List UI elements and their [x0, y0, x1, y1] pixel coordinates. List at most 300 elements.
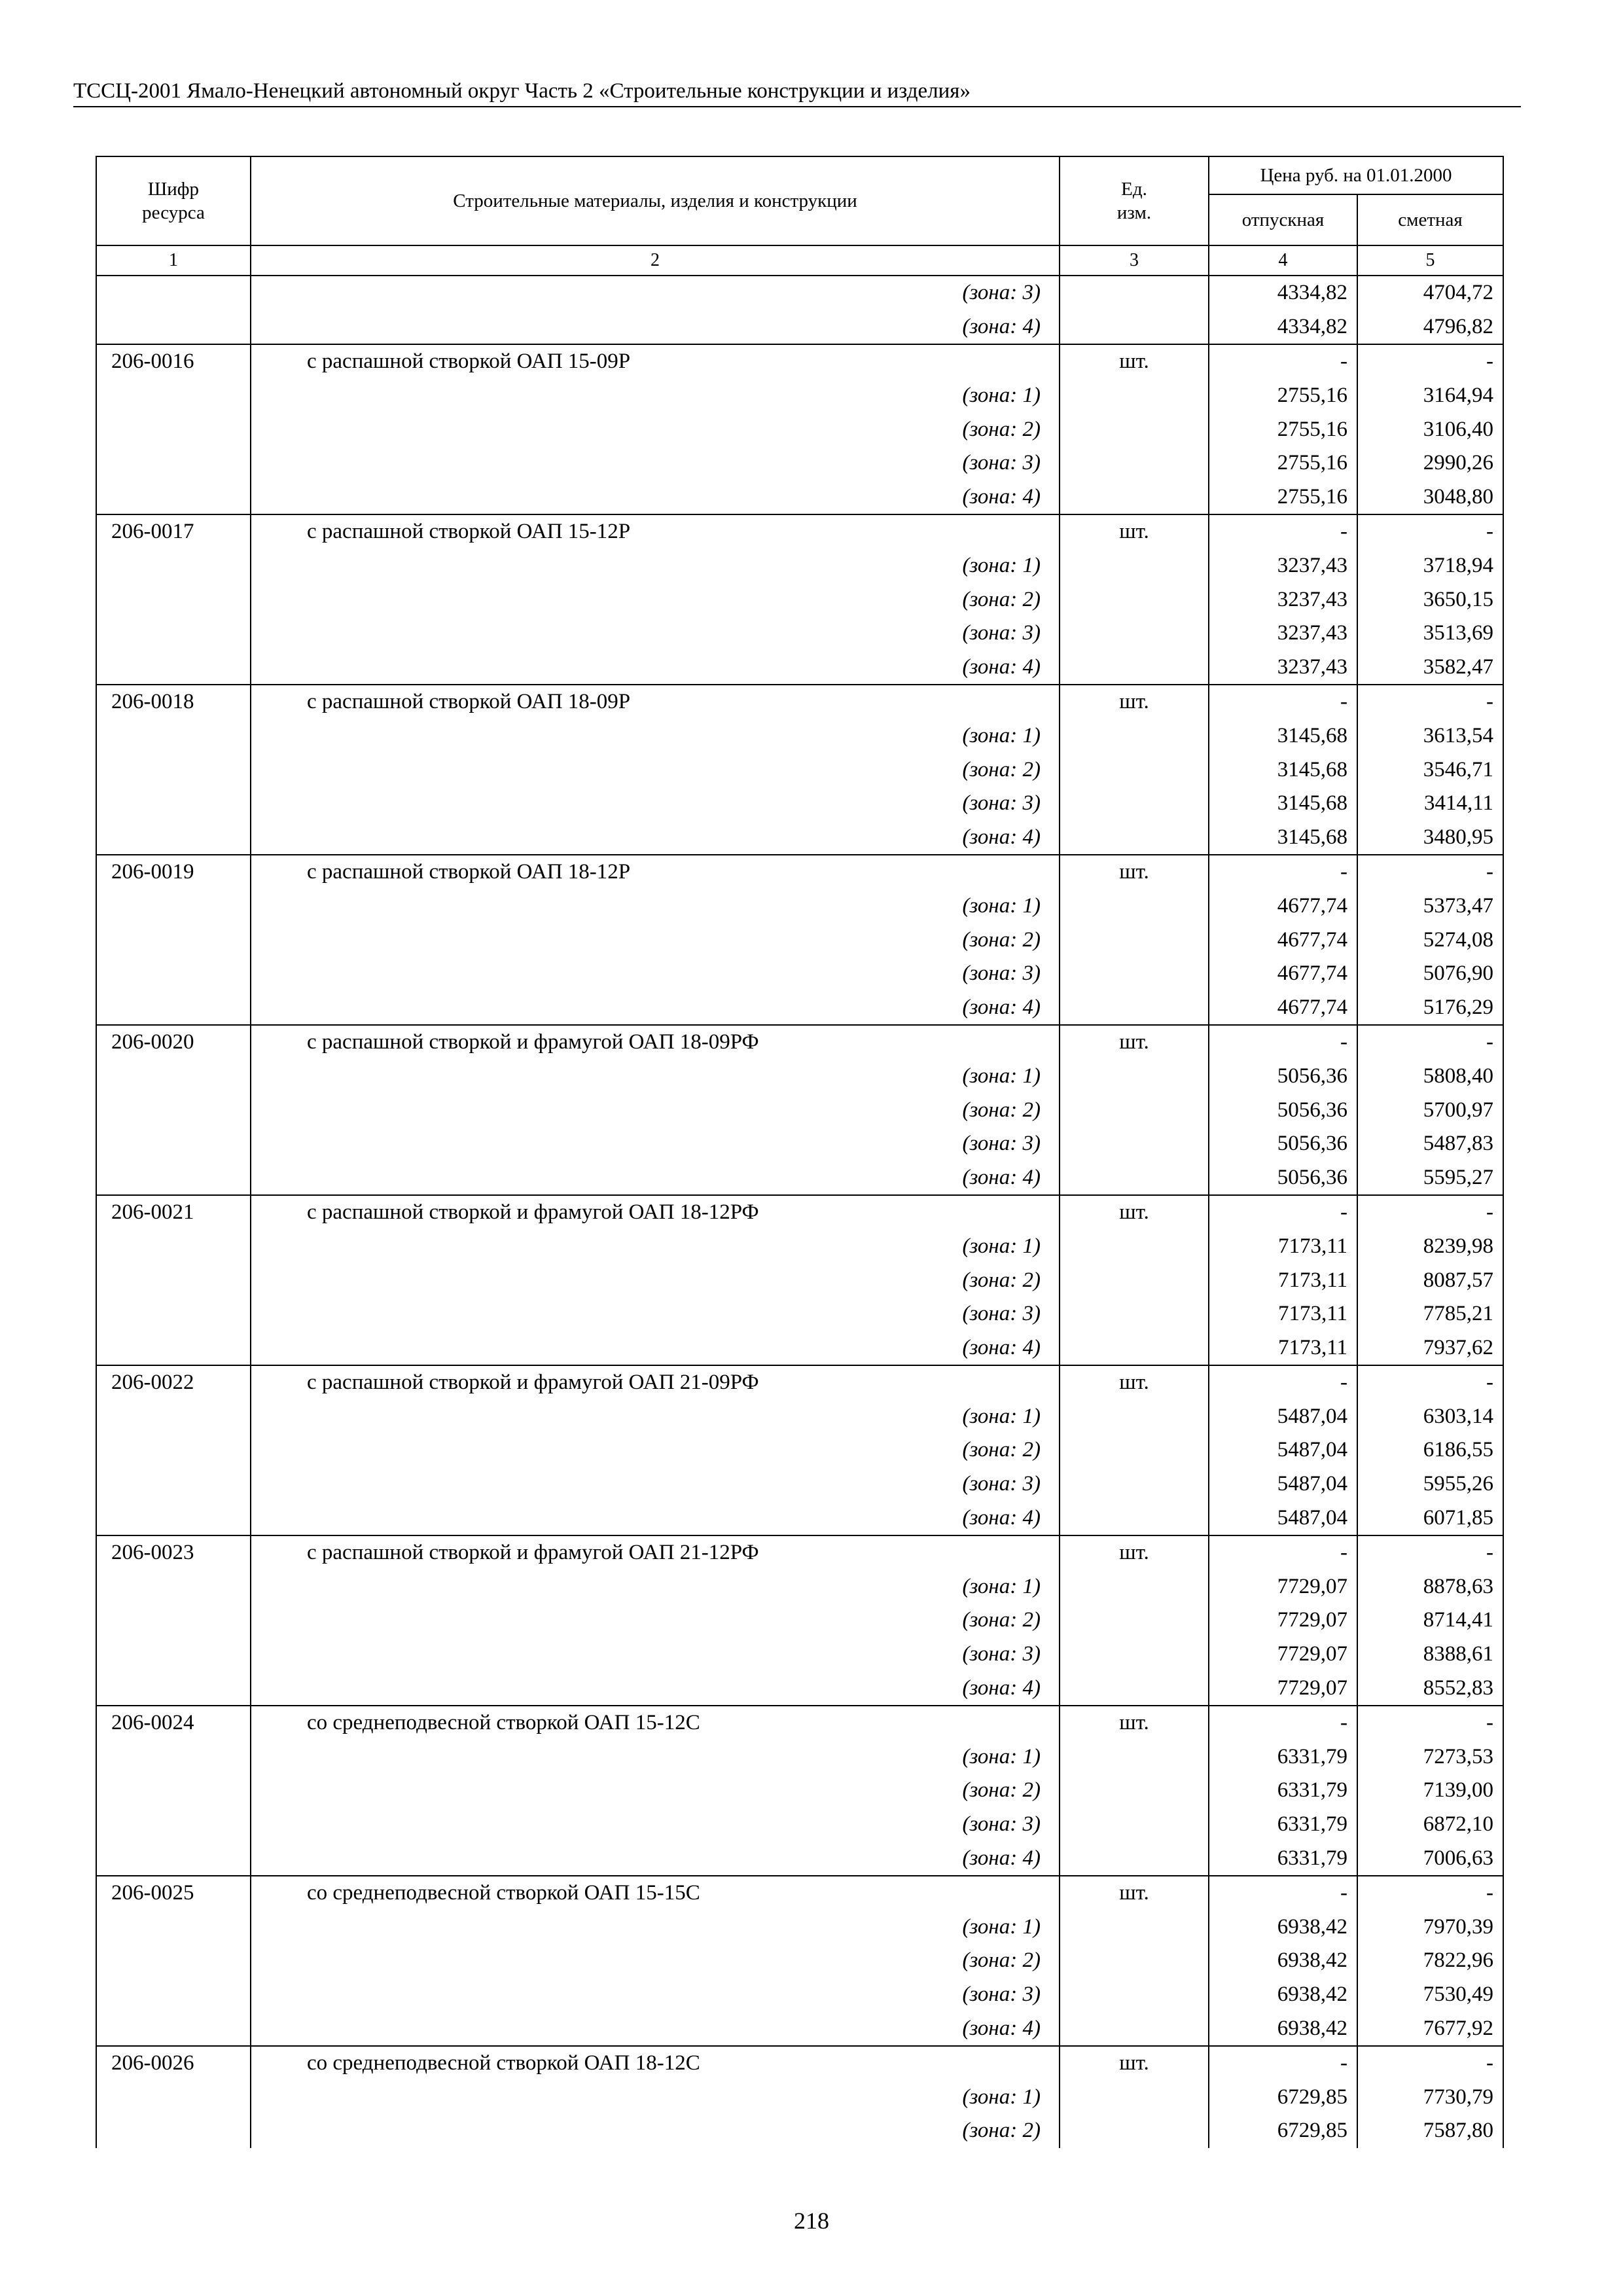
unit-cell [1060, 1638, 1209, 1672]
table-row [96, 855, 1503, 889]
unit-cell [1060, 1671, 1209, 1706]
estimate-price-cell: 8239,98 [1357, 1230, 1503, 1264]
resource-code-cell: 206-0017 [96, 514, 251, 549]
estimate-price-cell: 8552,83 [1357, 1671, 1503, 1706]
release-price-cell: - [1209, 344, 1357, 379]
resource-code-cell [96, 1230, 251, 1264]
unit-cell [1060, 379, 1209, 413]
table-row [96, 1876, 1503, 1910]
estimate-price-cell: 3718,94 [1357, 549, 1503, 583]
zone-cell: (зона: 2) [251, 1433, 1060, 1467]
zone-cell: (зона: 1) [251, 549, 1060, 583]
zone-cell: (зона: 3) [251, 1467, 1060, 1501]
table-row [96, 1978, 1503, 2012]
unit-cell: шт. [1060, 685, 1209, 719]
col-header-name: Строительные материалы, изделия и конструкции [251, 156, 1060, 245]
unit-cell [1060, 787, 1209, 821]
table-row [96, 446, 1503, 480]
table-row [96, 1160, 1503, 1195]
unit-cell [1060, 1400, 1209, 1434]
resource-code-cell [96, 412, 251, 446]
table-row [96, 2080, 1503, 2114]
item-name-cell: с распашной створкой и фрамугой ОАП 21-09РФ [251, 1365, 1060, 1400]
unit-cell: шт. [1060, 1195, 1209, 1230]
item-name-cell: со среднеподвесной створкой ОАП 15-15С [251, 1876, 1060, 1910]
estimate-price-cell: 3513,69 [1357, 617, 1503, 651]
unit-cell [1060, 1331, 1209, 1365]
unit-cell [1060, 1604, 1209, 1638]
table-row [96, 1195, 1503, 1230]
estimate-price-cell: 5076,90 [1357, 957, 1503, 991]
release-price-cell: 5056,36 [1209, 1160, 1357, 1195]
release-price-cell: - [1209, 1365, 1357, 1400]
table-row [96, 1127, 1503, 1161]
estimate-price-cell: 7677,92 [1357, 2011, 1503, 2046]
resource-code-cell [96, 617, 251, 651]
release-price-cell: 3237,43 [1209, 583, 1357, 617]
zone-cell: (зона: 1) [251, 2080, 1060, 2114]
zone-cell: (зона: 2) [251, 1944, 1060, 1978]
resource-code-cell: 206-0020 [96, 1025, 251, 1060]
estimate-price-cell: 6872,10 [1357, 1808, 1503, 1842]
estimate-price-cell: 6303,14 [1357, 1400, 1503, 1434]
estimate-price-cell: 5808,40 [1357, 1060, 1503, 1094]
estimate-price-cell: 8388,61 [1357, 1638, 1503, 1672]
estimate-price-cell: 7822,96 [1357, 1944, 1503, 1978]
resource-code-cell [96, 651, 251, 685]
resource-code-cell [96, 1467, 251, 1501]
resource-code-cell [96, 1060, 251, 1094]
estimate-price-cell: 4796,82 [1357, 310, 1503, 345]
unit-cell [1060, 1160, 1209, 1195]
unit-cell [1060, 1093, 1209, 1127]
table-row [96, 480, 1503, 515]
release-price-cell: - [1209, 1706, 1357, 1740]
unit-cell [1060, 923, 1209, 957]
table-row [96, 1331, 1503, 1365]
resource-code-cell: 206-0016 [96, 344, 251, 379]
zone-cell: (зона: 4) [251, 2011, 1060, 2046]
table-row [96, 2011, 1503, 2046]
col-number-1: 1 [96, 245, 251, 276]
col-header-code: Шифр ресурса [96, 156, 251, 245]
zone-cell: (зона: 1) [251, 1910, 1060, 1945]
table-row [96, 1944, 1503, 1978]
resource-code-cell [96, 2080, 251, 2114]
col-header-price: Цена руб. на 01.01.2000 [1209, 156, 1503, 194]
table-row [96, 1501, 1503, 1535]
zone-cell: (зона: 3) [251, 787, 1060, 821]
resource-code-cell [96, 1841, 251, 1876]
table-row [96, 821, 1503, 855]
resource-code-cell [96, 1638, 251, 1672]
unit-cell: шт. [1060, 1025, 1209, 1060]
page-number: 218 [794, 2208, 829, 2234]
release-price-cell: 3145,68 [1209, 753, 1357, 787]
release-price-cell: 3237,43 [1209, 651, 1357, 685]
estimate-price-cell: - [1357, 855, 1503, 889]
item-name-cell: со среднеподвесной створкой ОАП 18-12С [251, 2046, 1060, 2081]
unit-cell [1060, 1060, 1209, 1094]
estimate-price-cell: 2990,26 [1357, 446, 1503, 480]
estimate-price-cell: 7937,62 [1357, 1331, 1503, 1365]
estimate-price-cell: 4704,72 [1357, 276, 1503, 310]
estimate-price-cell: 7273,53 [1357, 1740, 1503, 1774]
resource-code-cell [96, 310, 251, 345]
table-row [96, 2114, 1503, 2148]
zone-cell: (зона: 2) [251, 1604, 1060, 1638]
table-row [96, 1467, 1503, 1501]
table-row [96, 2046, 1503, 2081]
estimate-price-cell: 5176,29 [1357, 990, 1503, 1025]
unit-cell [1060, 1230, 1209, 1264]
estimate-price-cell: 3106,40 [1357, 412, 1503, 446]
release-price-cell: - [1209, 685, 1357, 719]
zone-cell: (зона: 3) [251, 957, 1060, 991]
unit-cell [1060, 1570, 1209, 1604]
zone-cell: (зона: 1) [251, 1230, 1060, 1264]
release-price-cell: - [1209, 1535, 1357, 1570]
unit-cell [1060, 1263, 1209, 1297]
resource-code-cell [96, 379, 251, 413]
col-header-release: отпускная [1209, 194, 1357, 245]
resource-code-cell [96, 1570, 251, 1604]
zone-cell: (зона: 4) [251, 310, 1060, 345]
estimate-price-cell: 3480,95 [1357, 821, 1503, 855]
unit-cell: шт. [1060, 1876, 1209, 1910]
resource-code-cell [96, 1944, 251, 1978]
resource-code-cell [96, 1127, 251, 1161]
release-price-cell: 5487,04 [1209, 1467, 1357, 1501]
release-price-cell: 7173,11 [1209, 1263, 1357, 1297]
release-price-cell: 4334,82 [1209, 310, 1357, 345]
unit-cell [1060, 583, 1209, 617]
release-price-cell: 7729,07 [1209, 1604, 1357, 1638]
col-number-4: 4 [1209, 245, 1357, 276]
unit-cell [1060, 1944, 1209, 1978]
release-price-cell: 5056,36 [1209, 1127, 1357, 1161]
estimate-price-cell: 3546,71 [1357, 753, 1503, 787]
table-row [96, 1400, 1503, 1434]
zone-cell: (зона: 3) [251, 1978, 1060, 2012]
estimate-price-cell: 5373,47 [1357, 889, 1503, 924]
unit-cell [1060, 957, 1209, 991]
table-row [96, 753, 1503, 787]
resource-code-cell [96, 1160, 251, 1195]
estimate-price-cell: 7970,39 [1357, 1910, 1503, 1945]
release-price-cell: 7729,07 [1209, 1570, 1357, 1604]
table-row [96, 310, 1503, 345]
resource-code-cell: 206-0022 [96, 1365, 251, 1400]
zone-cell: (зона: 1) [251, 1570, 1060, 1604]
resource-code-cell: 206-0018 [96, 685, 251, 719]
table-row [96, 651, 1503, 685]
resource-code-cell [96, 1263, 251, 1297]
release-price-cell: 6938,42 [1209, 2011, 1357, 2046]
resource-code-cell [96, 1331, 251, 1365]
unit-cell [1060, 1841, 1209, 1876]
table-row [96, 1910, 1503, 1945]
estimate-price-cell: - [1357, 514, 1503, 549]
release-price-cell: 4677,74 [1209, 957, 1357, 991]
estimate-price-cell: - [1357, 2046, 1503, 2081]
estimate-price-cell: 6071,85 [1357, 1501, 1503, 1535]
item-name-cell: с распашной створкой ОАП 15-09Р [251, 344, 1060, 379]
release-price-cell: 3145,68 [1209, 719, 1357, 753]
zone-cell: (зона: 4) [251, 1160, 1060, 1195]
table-row [96, 1638, 1503, 1672]
estimate-price-cell: 7587,80 [1357, 2114, 1503, 2148]
table-row [96, 923, 1503, 957]
zone-cell: (зона: 3) [251, 1808, 1060, 1842]
unit-cell [1060, 617, 1209, 651]
unit-cell [1060, 1433, 1209, 1467]
release-price-cell: 7173,11 [1209, 1297, 1357, 1331]
estimate-price-cell: 5595,27 [1357, 1160, 1503, 1195]
unit-cell [1060, 1740, 1209, 1774]
zone-cell: (зона: 4) [251, 990, 1060, 1025]
unit-cell [1060, 310, 1209, 345]
unit-cell: шт. [1060, 2046, 1209, 2081]
unit-cell: шт. [1060, 1365, 1209, 1400]
zone-cell: (зона: 3) [251, 617, 1060, 651]
estimate-price-cell: - [1357, 344, 1503, 379]
estimate-price-cell: 6186,55 [1357, 1433, 1503, 1467]
unit-cell [1060, 412, 1209, 446]
resource-code-cell [96, 957, 251, 991]
estimate-price-cell: 7530,49 [1357, 1978, 1503, 2012]
zone-cell: (зона: 1) [251, 889, 1060, 924]
item-name-cell: с распашной створкой ОАП 15-12Р [251, 514, 1060, 549]
release-price-cell: 3237,43 [1209, 549, 1357, 583]
table-row [96, 1808, 1503, 1842]
zone-cell: (зона: 4) [251, 1841, 1060, 1876]
resource-code-cell [96, 1604, 251, 1638]
zone-cell: (зона: 4) [251, 1331, 1060, 1365]
resource-code-cell [96, 2114, 251, 2148]
estimate-price-cell: - [1357, 1535, 1503, 1570]
resource-code-cell [96, 1740, 251, 1774]
resource-code-cell: 206-0026 [96, 2046, 251, 2081]
unit-cell [1060, 1910, 1209, 1945]
item-name-cell: с распашной створкой и фрамугой ОАП 18-12РФ [251, 1195, 1060, 1230]
zone-cell: (зона: 2) [251, 753, 1060, 787]
table-row [96, 1535, 1503, 1570]
release-price-cell: 5487,04 [1209, 1400, 1357, 1434]
unit-cell: шт. [1060, 1535, 1209, 1570]
col-number-5: 5 [1357, 245, 1503, 276]
unit-cell: шт. [1060, 514, 1209, 549]
zone-cell: (зона: 3) [251, 1127, 1060, 1161]
zone-cell: (зона: 1) [251, 379, 1060, 413]
table-row [96, 1093, 1503, 1127]
estimate-price-cell: - [1357, 1025, 1503, 1060]
estimate-price-cell: 3414,11 [1357, 787, 1503, 821]
estimate-price-cell: 7785,21 [1357, 1297, 1503, 1331]
release-price-cell: 5487,04 [1209, 1433, 1357, 1467]
zone-cell: (зона: 3) [251, 446, 1060, 480]
resource-code-cell [96, 1774, 251, 1808]
zone-cell: (зона: 2) [251, 1263, 1060, 1297]
estimate-price-cell: 3048,80 [1357, 480, 1503, 515]
estimate-price-cell: 3582,47 [1357, 651, 1503, 685]
estimate-price-cell: 5274,08 [1357, 923, 1503, 957]
unit-cell [1060, 2114, 1209, 2148]
resource-code-cell [96, 821, 251, 855]
table-row [96, 1671, 1503, 1706]
resource-code-cell [96, 1433, 251, 1467]
unit-cell [1060, 651, 1209, 685]
table-row [96, 1025, 1503, 1060]
estimate-price-cell: 7006,63 [1357, 1841, 1503, 1876]
table-row [96, 344, 1503, 379]
resource-code-cell [96, 1297, 251, 1331]
release-price-cell: - [1209, 855, 1357, 889]
unit-cell: шт. [1060, 855, 1209, 889]
release-price-cell: 3145,68 [1209, 787, 1357, 821]
estimate-price-cell: 7139,00 [1357, 1774, 1503, 1808]
release-price-cell: 7729,07 [1209, 1638, 1357, 1672]
release-price-cell: 6331,79 [1209, 1841, 1357, 1876]
unit-cell [1060, 276, 1209, 310]
page-header [73, 71, 1521, 107]
table-row [96, 583, 1503, 617]
release-price-cell: 4677,74 [1209, 923, 1357, 957]
estimate-price-cell: 8714,41 [1357, 1604, 1503, 1638]
unit-cell [1060, 1808, 1209, 1842]
table-row [96, 1570, 1503, 1604]
zone-cell: (зона: 3) [251, 1638, 1060, 1672]
table-row [96, 1060, 1503, 1094]
resource-code-cell [96, 990, 251, 1025]
release-price-cell: 6938,42 [1209, 1910, 1357, 1945]
table-row [96, 1365, 1503, 1400]
zone-cell: (зона: 4) [251, 821, 1060, 855]
resource-code-cell [96, 549, 251, 583]
release-price-cell: - [1209, 1195, 1357, 1230]
item-name-cell: с распашной створкой и фрамугой ОАП 18-09РФ [251, 1025, 1060, 1060]
release-price-cell: - [1209, 1025, 1357, 1060]
release-price-cell: 3237,43 [1209, 617, 1357, 651]
price-table [96, 156, 1504, 2148]
release-price-cell: 6331,79 [1209, 1774, 1357, 1808]
table-row [96, 549, 1503, 583]
zone-cell: (зона: 4) [251, 1671, 1060, 1706]
resource-code-cell [96, 276, 251, 310]
col-header-estimate: сметная [1357, 194, 1503, 245]
table-row [96, 514, 1503, 549]
col-header-unit: Ед. изм. [1060, 156, 1209, 245]
estimate-price-cell: 8087,57 [1357, 1263, 1503, 1297]
resource-code-cell [96, 1910, 251, 1945]
release-price-cell: 2755,16 [1209, 412, 1357, 446]
resource-code-cell: 206-0025 [96, 1876, 251, 1910]
release-price-cell: 5487,04 [1209, 1501, 1357, 1535]
col-number-3: 3 [1060, 245, 1209, 276]
table-row [96, 957, 1503, 991]
resource-code-cell [96, 787, 251, 821]
table-row [96, 719, 1503, 753]
release-price-cell: 2755,16 [1209, 480, 1357, 515]
unit-cell [1060, 990, 1209, 1025]
zone-cell: (зона: 2) [251, 1774, 1060, 1808]
zone-cell: (зона: 2) [251, 2114, 1060, 2148]
resource-code-cell [96, 1808, 251, 1842]
zone-cell: (зона: 4) [251, 480, 1060, 515]
table-row [96, 1230, 1503, 1264]
estimate-price-cell: 3164,94 [1357, 379, 1503, 413]
release-price-cell: 7173,11 [1209, 1331, 1357, 1365]
zone-cell: (зона: 2) [251, 1093, 1060, 1127]
table-row [96, 685, 1503, 719]
table-row [96, 1774, 1503, 1808]
table-row [96, 1263, 1503, 1297]
item-name-cell: с распашной створкой ОАП 18-09Р [251, 685, 1060, 719]
unit-cell [1060, 1774, 1209, 1808]
release-price-cell: 6729,85 [1209, 2114, 1357, 2148]
unit-cell: шт. [1060, 344, 1209, 379]
resource-code-cell [96, 1671, 251, 1706]
release-price-cell: - [1209, 514, 1357, 549]
table-row [96, 889, 1503, 924]
release-price-cell: 5056,36 [1209, 1093, 1357, 1127]
resource-code-cell [96, 2011, 251, 2046]
unit-cell: шт. [1060, 1706, 1209, 1740]
release-price-cell: 7729,07 [1209, 1671, 1357, 1706]
table-row [96, 412, 1503, 446]
table-row [96, 379, 1503, 413]
table-row [96, 1297, 1503, 1331]
estimate-price-cell: - [1357, 1876, 1503, 1910]
resource-code-cell [96, 1501, 251, 1535]
estimate-price-cell: - [1357, 1706, 1503, 1740]
document-title: ТССЦ-2001 Ямало-Ненецкий автономный округ Часть 2 «Строительные конструкции и изделия» [73, 79, 971, 103]
release-price-cell: 6938,42 [1209, 1944, 1357, 1978]
estimate-price-cell: - [1357, 1365, 1503, 1400]
table-row [96, 1740, 1503, 1774]
table-row [96, 1604, 1503, 1638]
release-price-cell: 6938,42 [1209, 1978, 1357, 2012]
zone-cell: (зона: 1) [251, 719, 1060, 753]
release-price-cell: 6331,79 [1209, 1740, 1357, 1774]
resource-code-cell: 206-0019 [96, 855, 251, 889]
resource-code-cell: 206-0023 [96, 1535, 251, 1570]
resource-code-cell [96, 480, 251, 515]
unit-cell [1060, 549, 1209, 583]
resource-code-cell: 206-0024 [96, 1706, 251, 1740]
unit-cell [1060, 2080, 1209, 2114]
unit-cell [1060, 1467, 1209, 1501]
table-row [96, 990, 1503, 1025]
release-price-cell: - [1209, 2046, 1357, 2081]
resource-code-cell [96, 923, 251, 957]
zone-cell: (зона: 3) [251, 276, 1060, 310]
release-price-cell: 3145,68 [1209, 821, 1357, 855]
unit-cell [1060, 446, 1209, 480]
resource-code-cell [96, 446, 251, 480]
resource-code-cell [96, 1093, 251, 1127]
item-name-cell: с распашной створкой и фрамугой ОАП 21-12РФ [251, 1535, 1060, 1570]
estimate-price-cell: - [1357, 1195, 1503, 1230]
zone-cell: (зона: 4) [251, 1501, 1060, 1535]
release-price-cell: 2755,16 [1209, 379, 1357, 413]
release-price-cell: 2755,16 [1209, 446, 1357, 480]
table-body [96, 276, 1503, 2148]
release-price-cell: 6331,79 [1209, 1808, 1357, 1842]
unit-cell [1060, 719, 1209, 753]
unit-cell [1060, 889, 1209, 924]
resource-code-cell [96, 719, 251, 753]
